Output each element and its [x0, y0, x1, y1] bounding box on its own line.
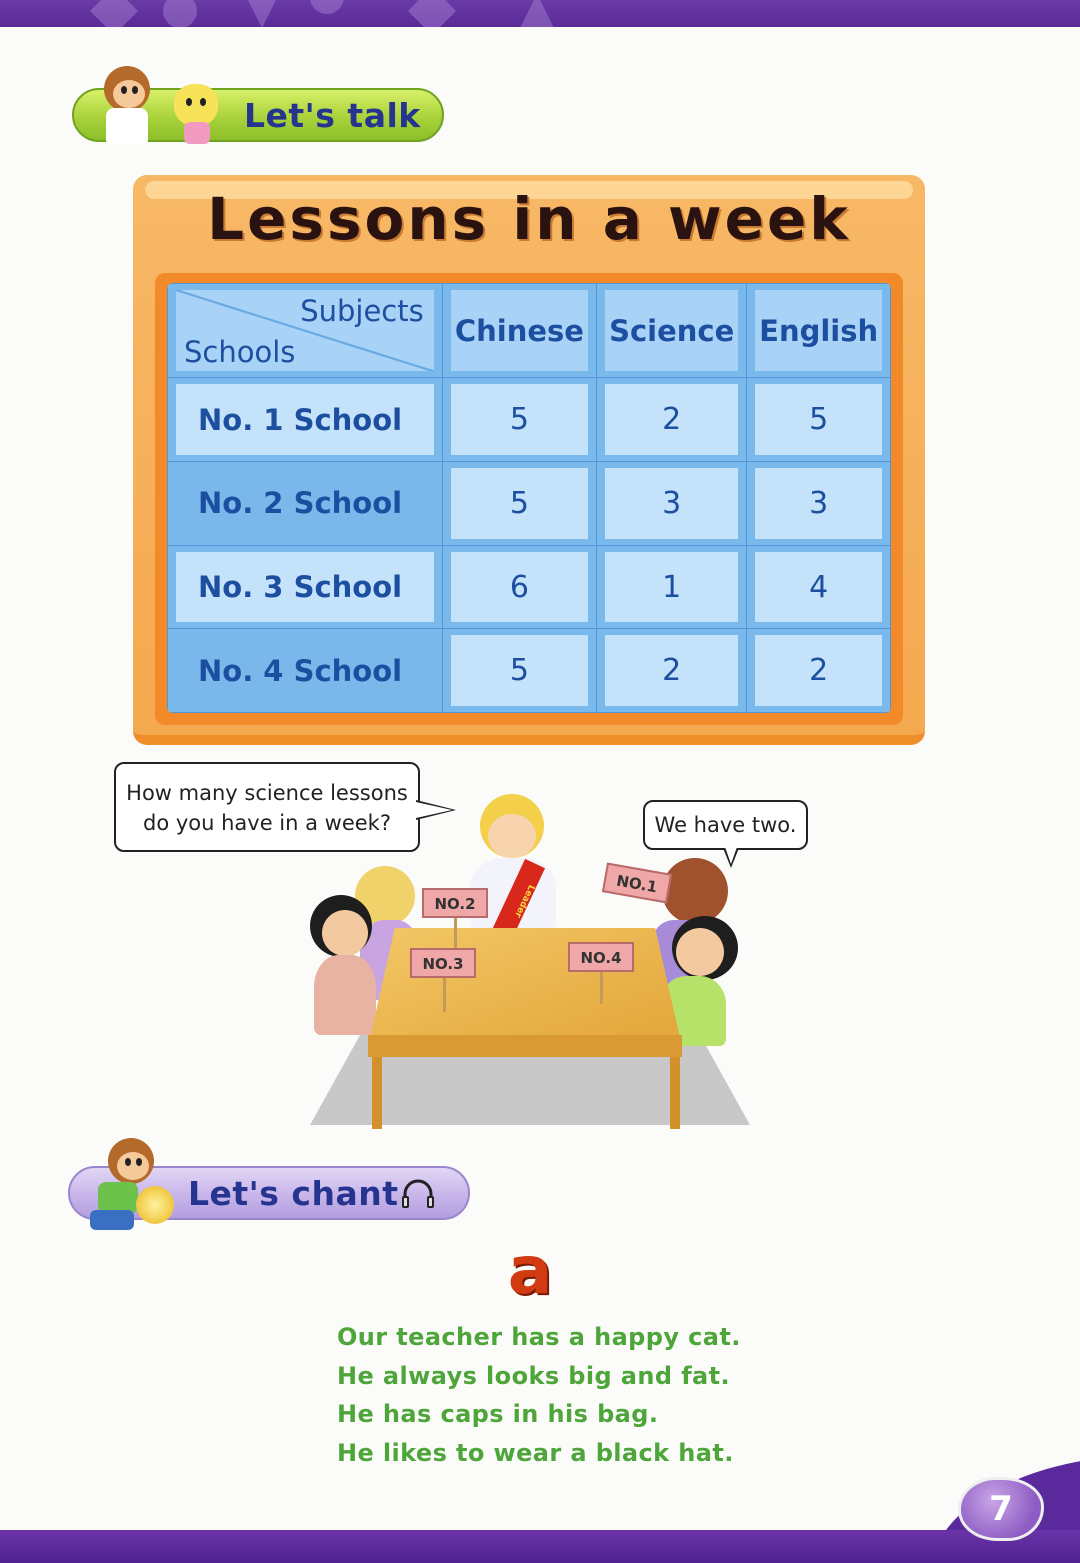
table-row	[168, 462, 891, 546]
monkey-and-cat-icon	[84, 64, 234, 144]
lets-talk-title: Let's talk	[244, 96, 421, 135]
lets-chant-title: Let's chant	[188, 1174, 399, 1213]
lets-talk-banner	[72, 88, 444, 142]
students-at-table-illustration	[300, 780, 780, 1130]
table-cell: 2	[597, 378, 747, 462]
board-title: Lessons in a week	[207, 185, 851, 253]
table-cell: 1	[597, 545, 747, 629]
sign-no-3: NO.3	[410, 948, 476, 978]
table-cell: 5	[442, 629, 596, 713]
sign-no-1: NO.1	[602, 862, 672, 903]
sign-no-4: NO.4	[568, 942, 634, 972]
chant-line: Our teacher has a happy cat.	[337, 1323, 741, 1351]
schools-axis-label: Schools	[184, 335, 296, 370]
table-corner-header	[168, 284, 443, 378]
row-header: No. 1 School	[168, 378, 443, 462]
table-cell: 3	[597, 462, 747, 546]
focus-letter: a	[507, 1232, 553, 1309]
subjects-axis-label: Subjects	[300, 294, 424, 328]
bottom-decorative-band	[0, 1530, 1080, 1563]
lessons-table	[167, 283, 891, 713]
row-header: No. 3 School	[168, 545, 443, 629]
table-row	[168, 378, 891, 462]
answer-text: We have two.	[654, 813, 797, 837]
table-cell: 5	[442, 378, 596, 462]
table-cell: 6	[442, 545, 596, 629]
table-cell: 5	[442, 462, 596, 546]
top-decorative-band	[0, 0, 1080, 27]
chant-line: He likes to wear a black hat.	[337, 1438, 734, 1467]
table-cell: 2	[747, 629, 891, 713]
monkey-with-gong-icon	[78, 1138, 188, 1234]
leader-sash: Leader	[493, 859, 545, 937]
column-header-science: Science	[597, 284, 747, 378]
table-cell: 3	[747, 462, 891, 546]
question-line-1: How many science lessons	[126, 781, 408, 805]
lets-chant-banner	[68, 1166, 470, 1220]
table-row	[168, 629, 891, 713]
table-row	[168, 545, 891, 629]
table-cell: 4	[747, 545, 891, 629]
chant-lines	[337, 1318, 757, 1472]
page-number-badge	[958, 1477, 1044, 1541]
column-header-english: English	[747, 284, 891, 378]
table-cell: 2	[597, 629, 747, 713]
table-cell: 5	[747, 378, 891, 462]
headphones-icon[interactable]	[400, 1178, 436, 1210]
row-header: No. 2 School	[168, 462, 443, 546]
page-number: 7	[989, 1489, 1013, 1529]
row-header: No. 4 School	[168, 629, 443, 713]
sign-no-2: NO.2	[422, 888, 488, 918]
chant-line: He always looks big and fat.	[337, 1361, 731, 1390]
chant-line: He has caps in his bag.	[337, 1400, 659, 1428]
lessons-board	[133, 175, 925, 745]
question-line-2: do you have in a week?	[142, 811, 391, 835]
column-header-chinese: Chinese	[442, 284, 596, 378]
